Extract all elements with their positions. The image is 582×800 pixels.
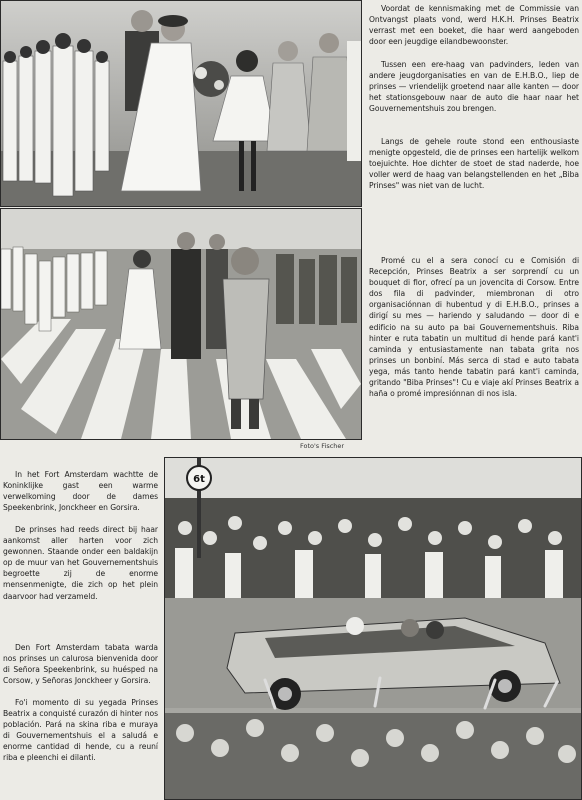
photo-honor-guard: [0, 208, 362, 440]
photo-credit: Foto's Fischer: [300, 442, 345, 450]
papiamento-paragraph-1: Promé cu el a sera conocí cu e Comisión di Recepción, Prinses Beatrix a ser sorprendí cu un bouquet di flor, ofrecí pa un jovencita di Corsow. Entre dos fila di padvinder, miembronan di otro organisaciónnan di hubentud y di E.H.B.O., prinses a dirigí su mes — hariendo y saludando — door di e edificio na su auto pa bai Gouvernementshuis. Riba hinter e ruta tabatin un multitud di hende pará kant'i caminda y entusiastamente nan tabata grita nos prinses un bonbiní. Más serca di stad e auto tabata yega, más tanto hende tabatin pará kant'i caminda, gritando "Biba Prinses"! Cu e viaje akí Prinses Beatrix a haña o promé impresiónnan di nos isla.: [369, 256, 579, 399]
papiamento-fort-paragraph-2: Fo'i momento di su yegada Prinses Beatrix a conquisté curazón di hinter nos población. Pará na skina riba e muraya di Gouvernementshuis el a saludá e enorme cantidad di hende, cu a reuní riba e pleenchi ei dilanti.: [3, 698, 158, 763]
dutch-fort-paragraph-1: In het Fort Amsterdam wachtte de Koninklijke gast een warme verwelkoming door de dames Speekenbrink, Jonckheer en Gorsira.: [3, 470, 158, 513]
dutch-fort-paragraph-2: De prinses had reeds direct bij haar aankomst aller harten voor zich gewonnen. Staande onder een baldakijn op de muur van het Gouvernementshuis begroette zij de enorme mensenmenigte, die zich op het plein daarvoor had verzameld.: [3, 525, 158, 601]
dutch-paragraph-3: Langs de gehele route stond een enthousiaste menigte opgesteld, die de prinses een hartelijk welkom toejuichte. Hoe dichter de stoet de stad naderde, hoe voller werd de haag van belangstellenden en het „Biba Prinses" was niet van de lucht.: [369, 137, 579, 191]
traffic-sign-label: 6t: [193, 474, 205, 485]
photo-bouquet-presentation: [0, 0, 362, 207]
dutch-paragraph-1: Voordat de kennismaking met de Commissie van Ontvangst plaats vond, werd H.K.H. Prinses Beatrix verrast met een boeket, die haar werd aangeboden door een jeugdige eilandbewoonster.: [369, 4, 579, 47]
dutch-paragraph-2: Tussen een ere-haag van padvinders, leden van andere jeugdorganisaties en van de E.H.B.O., liep de prinses — vriendelijk groetend naar alle kanten — door het stationsgebouw naar de auto die haar naar het Gouvernementshuis zou brengen.: [369, 60, 579, 114]
photo-open-car-crowd: [164, 457, 582, 800]
papiamento-fort-paragraph-1: Den Fort Amsterdam tabata warda nos prinses un calurosa bienvenida door di Señora Speekenbrink, su huésped na Corsow, y Señoras Jonckheer y Gorsira.: [3, 643, 158, 686]
